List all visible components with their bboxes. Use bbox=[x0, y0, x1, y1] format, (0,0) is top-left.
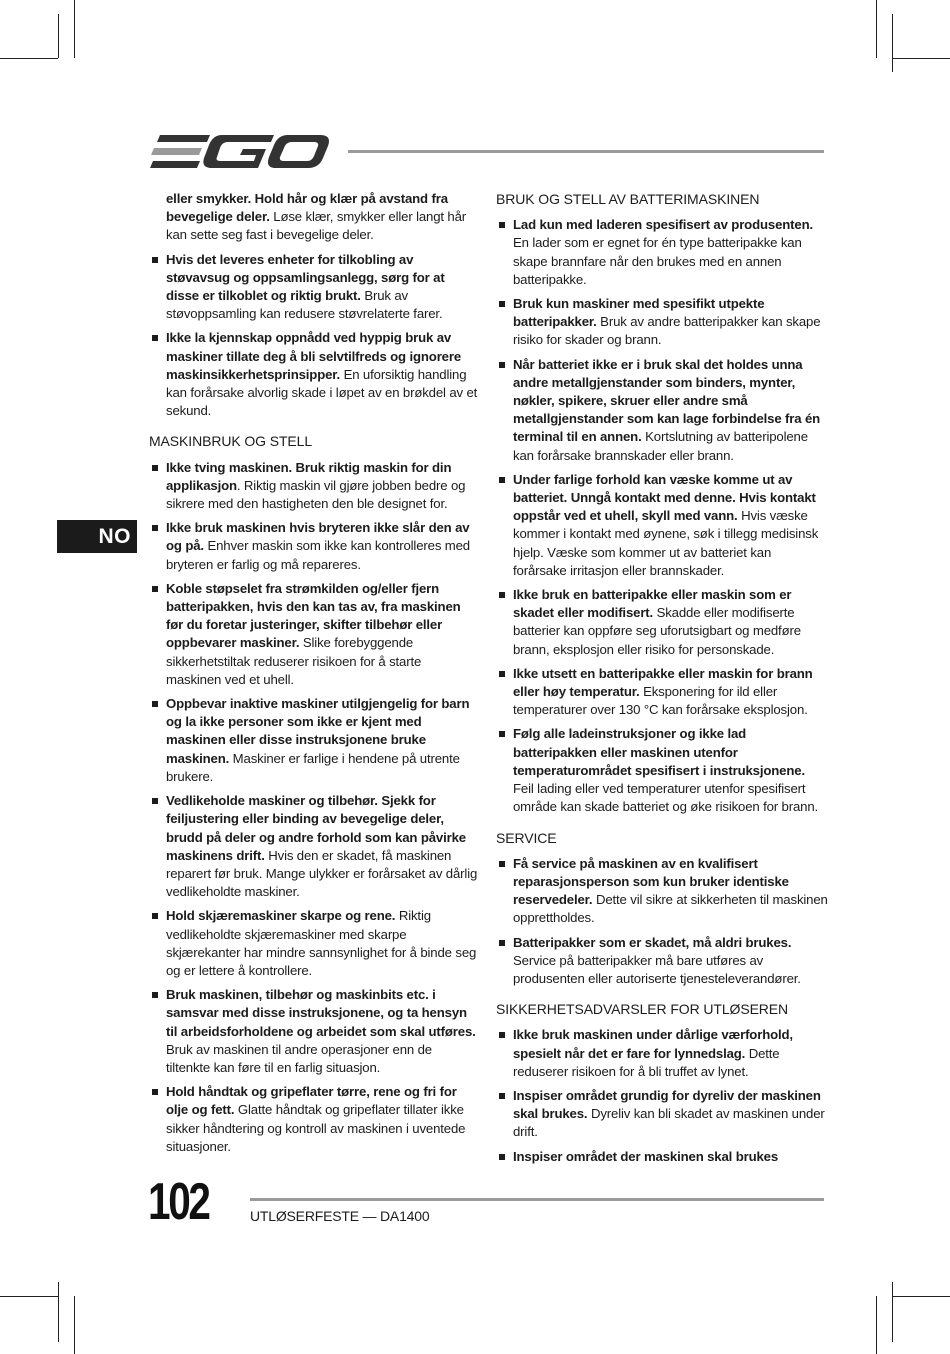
crop-mark bbox=[892, 58, 950, 59]
item-text: En lader som er egnet for én type batteripakke kan skape brannfare når den brukes med en annen batteripakke. bbox=[513, 235, 802, 287]
item-bold: Ikke la kjennskap oppnådd ved hyppig bruk av maskiner tillate deg å bli selvtilfreds og ignorere maskinsikkerhetsprinsipper. bbox=[166, 330, 462, 382]
section-heading: MASKINBRUK OG STELL bbox=[149, 433, 313, 450]
crop-mark bbox=[876, 0, 877, 58]
item-text: Dette reduserer risikoen for å bli truffet av lynet. bbox=[513, 1045, 780, 1079]
section-heading: BRUK OG STELL AV BATTERIMASKINEN bbox=[496, 191, 760, 207]
list-item bbox=[496, 934, 828, 989]
item-text: Løse klær, smykker eller langt hår kan sette seg fast i bevegelige deler. bbox=[166, 209, 467, 243]
item-text: Hvis den er skadet, få maskinen reparert før bruk. Mange ulykker er forårsaket av dårlig vedlikeholdte maskiner. bbox=[166, 847, 478, 900]
item-bold: Hold håndtak og gripeflater tørre, rene og fri for olje og fett. bbox=[166, 1084, 457, 1118]
crop-mark bbox=[0, 1296, 58, 1297]
list-item bbox=[496, 1026, 828, 1081]
item-text: Dyreliv kan bli skadet av maskinen under drift. bbox=[513, 1106, 825, 1140]
list-item bbox=[496, 216, 828, 289]
item-bold: Ikke utsett en batteripakke eller maskin for brann eller høy temperatur. bbox=[513, 665, 813, 700]
item-bold: Få service på maskinen av en kvalifisert reparasjonsperson som kun bruker identiske reservedeler. bbox=[513, 855, 789, 908]
item-bold: Batteripakker som er skadet, må aldri brukes. bbox=[513, 934, 792, 950]
crop-mark bbox=[0, 58, 58, 59]
item-bold: Inspiser området grundig for dyreliv der maskinen skal brukes. bbox=[513, 1087, 821, 1122]
item-bold: eller smykker. Hold hår og klær på avstand fra bevegelige deler. bbox=[166, 191, 448, 225]
crop-mark bbox=[892, 14, 893, 72]
item-bold: Ikke bruk maskinen under dårlige værforhold, spesielt når det er fare for lynnedslag. bbox=[513, 1027, 793, 1061]
list-item bbox=[149, 580, 479, 689]
item-text: Feil lading eller ved temperaturer utenfor spesifisert område kan skade batteriet og øke risikoen for brann. bbox=[513, 781, 819, 815]
item-bold: Bruk kun maskiner med spesifikt utpekte batteripakker. bbox=[513, 296, 765, 330]
item-bold: Når batteriet ikke er i bruk skal det holdes unna andre metallgjenstander som binders, mynter, nøkler, spikere, skruer eller andre små metallgjenstander som kan lage forbindelse fra én terminal til en annen. bbox=[513, 356, 821, 445]
list-item bbox=[149, 459, 479, 514]
section-heading: SIKKERHETSADVARSLER FOR UTLØSEREN bbox=[496, 1001, 789, 1018]
list-item bbox=[149, 519, 479, 574]
item-bold: Ikke bruk maskinen hvis bryteren ikke slår den av og på. bbox=[166, 520, 470, 554]
crop-mark bbox=[58, 1282, 59, 1342]
right-column bbox=[496, 190, 828, 1172]
item-text: Dette vil sikre at sikkerheten til maskinen opprettholdes. bbox=[513, 892, 828, 926]
item-text: Kortslutning av batteripolene kan forårsake brannskader eller brann. bbox=[513, 429, 808, 463]
item-text: Service på batteripakker må bare utføres av produsenten eller autoriserte tjenesteleverandører. bbox=[513, 952, 801, 986]
list-item bbox=[149, 907, 479, 980]
continued-item bbox=[149, 190, 479, 245]
list-item bbox=[149, 986, 479, 1077]
item-bold: Under farlige forhold kan væske komme ut av batteriet. Unngå kontakt med denne. Hvis kontakt oppstår ved et uhell, skyll med vann. bbox=[513, 471, 816, 524]
list-item bbox=[496, 1087, 828, 1142]
item-bold: Lad kun med laderen spesifisert av produsenten. bbox=[513, 217, 814, 233]
language-tab: NO bbox=[57, 520, 137, 553]
item-text: Hvis væske kommer i kontakt med øynene, søk i tillegg medisinsk hjelp. Væske som kommer ut av batteriet kan forårsake irritasjon eller brannskader. bbox=[513, 508, 819, 578]
item-bold: Bruk maskinen, tilbehør og maskinbits etc. i samsvar med disse instruksjonene, og ta hensyn til arbeidsforholdene og arbeidet som skal utføres. bbox=[166, 987, 476, 1039]
crop-mark bbox=[892, 1296, 950, 1297]
list-item bbox=[149, 251, 479, 324]
footer-title: UTLØSERFESTE — DA1400 bbox=[250, 1208, 430, 1224]
header-rule bbox=[348, 150, 824, 153]
page-number: 102 bbox=[148, 1173, 209, 1231]
list-item bbox=[496, 586, 828, 659]
ego-logo bbox=[150, 131, 330, 171]
crop-mark bbox=[892, 1282, 893, 1342]
list-item bbox=[149, 695, 479, 786]
list-item bbox=[149, 1083, 479, 1156]
item-bold: Ikke bruk en batteripakke eller maskin som er skadet eller modifisert. bbox=[513, 587, 792, 621]
item-text: Riktig vedlikeholdte skjæremaskiner med skarpe skjærekanter har mindre sannsynlighet for å binde seg og er lettere å kontrollere. bbox=[166, 908, 477, 978]
item-bold: Følg alle ladeinstruksjoner og ikke lad batteripakken eller maskinen utenfor temperaturområdet spesifisert i instruksjonene. bbox=[513, 726, 805, 778]
item-text: Skadde eller modifiserte batterier kan oppføre seg uforutsigbart og medføre brann, eksplosjon eller risiko for personskade. bbox=[513, 605, 801, 657]
list-item bbox=[496, 471, 828, 580]
item-text: En uforsiktig handling kan forårsake alvorlig skade i løpet av en brøkdel av et sekund. bbox=[166, 366, 478, 419]
item-bold: Oppbevar inaktive maskiner utilgjengelig for barn og la ikke personer som ikke er kjent med maskinen eller disse instruksjonene bruke maskinen. bbox=[166, 696, 470, 766]
list-item bbox=[496, 725, 828, 816]
item-bold: Vedlikeholde maskiner og tilbehør. Sjekk for feiljustering eller binding av bevegelige deler, brudd på deler og andre forhold som kan påvirke maskinens drift. bbox=[166, 793, 466, 863]
item-text: Enhver maskin som ikke kan kontrolleres med bryteren er farlig og må repareres. bbox=[166, 538, 470, 572]
item-text: Bruk av maskinen til andre operasjoner enn de tiltenkte kan føre til en farlig situasjon. bbox=[166, 1041, 432, 1075]
item-bold: Hold skjæremaskiner skarpe og rene. bbox=[166, 908, 396, 924]
crop-mark bbox=[74, 0, 75, 58]
list-item bbox=[496, 356, 828, 465]
item-bold: Inspiser området der maskinen skal brukes bbox=[513, 1148, 779, 1164]
item-bold: Ikke tving maskinen. Bruk riktig maskin for din applikasjon bbox=[166, 459, 452, 493]
footer-rule bbox=[250, 1198, 824, 1201]
item-text: Glatte håndtak og gripeflater tillater ikke sikker håndtering og kontroll av maskinen i uventede situasjoner. bbox=[166, 1102, 466, 1154]
item-text: Slike forebyggende sikkerhetstiltak reduserer risikoen for å starte maskinen ved et uhell. bbox=[166, 635, 422, 687]
item-text: . Riktig maskin vil gjøre jobben bedre og sikrere med den hastigheten den ble designet for. bbox=[166, 477, 466, 512]
list-item bbox=[149, 792, 479, 901]
section-heading: SERVICE bbox=[496, 829, 557, 846]
list-item bbox=[149, 329, 479, 420]
crop-mark bbox=[876, 1296, 877, 1354]
left-column bbox=[149, 190, 479, 1162]
item-bold: Koble støpselet fra strømkilden og/eller fjern batteripakken, hvis den kan tas av, fra maskinen før du foretar justeringer, skifter tilbehør eller oppbevarer maskiner. bbox=[166, 580, 461, 651]
item-text: Bruk av andre batteripakker kan skape risiko for skader og brann. bbox=[513, 314, 821, 348]
list-item bbox=[496, 295, 828, 350]
item-text: Maskiner er farlige i hendene på utrente brukere. bbox=[166, 750, 460, 784]
item-text: Eksponering for ild eller temperaturer over 130 °C kan forårsake eksplosjon. bbox=[513, 684, 808, 718]
list-item bbox=[496, 665, 828, 720]
crop-mark bbox=[58, 14, 59, 58]
item-bold: Hvis det leveres enheter for tilkobling av støvavsug og oppsamlingsanlegg, sørg for at disse er tilkoblet og riktig brukt. bbox=[166, 251, 445, 304]
crop-mark bbox=[74, 1296, 75, 1354]
list-item bbox=[496, 855, 828, 928]
list-item bbox=[496, 1148, 828, 1166]
item-text: Bruk av støvoppsamling kan redusere støvrelaterte farer. bbox=[166, 288, 443, 322]
